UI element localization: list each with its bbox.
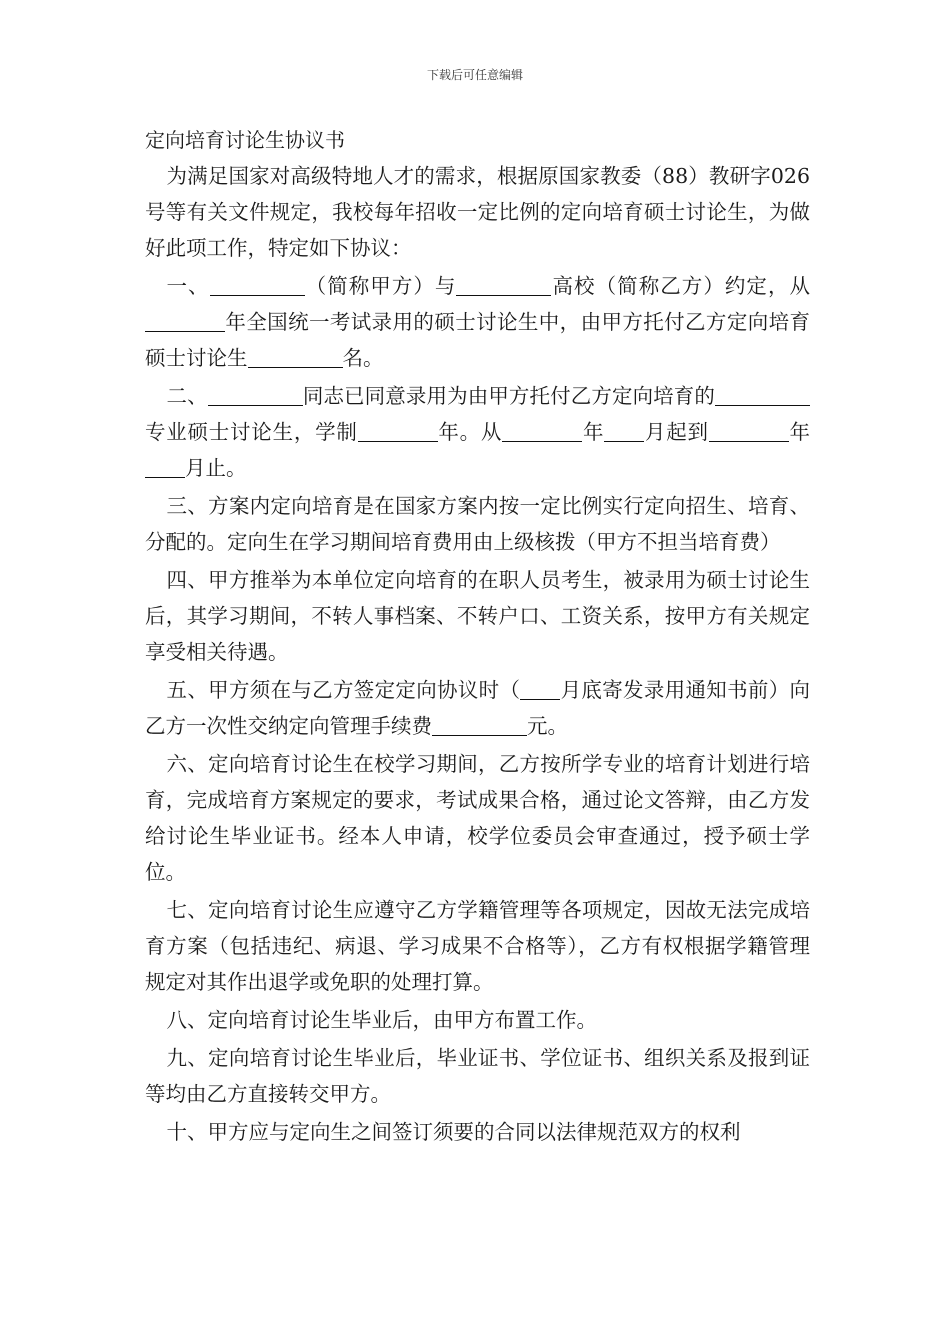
blank-year (145, 309, 225, 332)
paragraph-9: 九、定向培育讨论生毕业后，毕业证书、学位证书、组织关系及报到证等均由乙方直接转交甲方。 (145, 1046, 810, 1106)
p1-text-a: 一、 (166, 274, 210, 298)
p1-text-c: 高校（简称乙方）约定，从 (551, 274, 811, 298)
p1-text-e: 名。 (342, 346, 384, 370)
blank-fee (432, 713, 527, 736)
blank-end-month (145, 455, 185, 478)
p2-text-e: 年 (582, 420, 605, 444)
blank-duration (358, 419, 438, 442)
p2-text-h: 月止。 (185, 456, 247, 480)
paragraph-8: 八、定向培育讨论生毕业后，由甲方布置工作。 (166, 1008, 598, 1032)
p5-text-c: 元。 (527, 714, 568, 738)
blank-start-year (502, 419, 582, 442)
paragraph-2 (145, 378, 810, 486)
blank-month (520, 677, 560, 700)
paragraph-1 (145, 268, 810, 376)
paragraph-3: 三、方案内定向培育是在国家方案内按一定比例实行定向招生、培育、分配的。定向生在学习期间培育费用由上级核拨（甲方不担当培育费） (145, 494, 810, 554)
p2-text-b: 同志已同意录用为由甲方托付乙方定向培育的 (302, 384, 716, 408)
p2-text-c: 专业硕士讨论生，学制 (145, 420, 358, 444)
paragraph-intro: 为满足国家对高级特地人才的需求，根据原国家教委（88）教研字026号等有关文件规定，我校每年招收一定比例的定向培育硕士讨论生，为做好此项工作，特定如下协议： (145, 164, 810, 260)
page-header-note: 下载后可任意编辑 (426, 68, 523, 82)
blank-end-year (709, 419, 789, 442)
blank-party-a (210, 273, 305, 296)
document-title: 定向培育讨论生协议书 (145, 128, 345, 152)
p5-text-a: 五、甲方须在与乙方签定定向协议时（ (166, 678, 521, 702)
blank-major (715, 383, 810, 406)
p1-text-b: （简称甲方）与 (304, 274, 457, 298)
p1-text-d: 年全国统一考试录用的硕士讨论生中，由甲方托付乙方定向培育硕士讨论生 (145, 310, 810, 370)
paragraph-6: 六、定向培育讨论生在校学习期间，乙方按所学专业的培育计划进行培育，完成培育方案规定的要求，考试成果合格，通过论文答辩，由乙方发给讨论生毕业证书。经本人申请，校学位委员会审查通过，授予硕士学位。 (145, 752, 810, 884)
blank-student-name (208, 383, 303, 406)
paragraph-5 (145, 672, 810, 744)
p2-text-d: 年。从 (437, 420, 503, 444)
p5-text-b: 月底寄发录用通知书前）向乙方一次性交纳定向管理手续费 (145, 678, 810, 738)
paragraph-4: 四、甲方推举为本单位定向培育的在职人员考生，被录用为硕士讨论生后，其学习期间，不转人事档案、不转户口、工资关系，按甲方有关规定享受相关待遇。 (145, 568, 810, 664)
p2-text-f: 月起到 (644, 420, 709, 444)
blank-count (248, 345, 343, 368)
paragraph-10: 十、甲方应与定向生之间签订须要的合同以法律规范双方的权利 (166, 1120, 741, 1144)
paragraph-7: 七、定向培育讨论生应遵守乙方学籍管理等各项规定，因故无法完成培育方案（包括违纪、病退、学习成果不合格等），乙方有权根据学籍管理规定对其作出退学或免职的处理打算。 (145, 898, 810, 994)
blank-start-month (604, 419, 644, 442)
document-body (145, 122, 810, 1152)
blank-university (456, 273, 551, 296)
p2-text-a: 二、 (166, 384, 208, 408)
p2-text-g: 年 (788, 420, 811, 444)
